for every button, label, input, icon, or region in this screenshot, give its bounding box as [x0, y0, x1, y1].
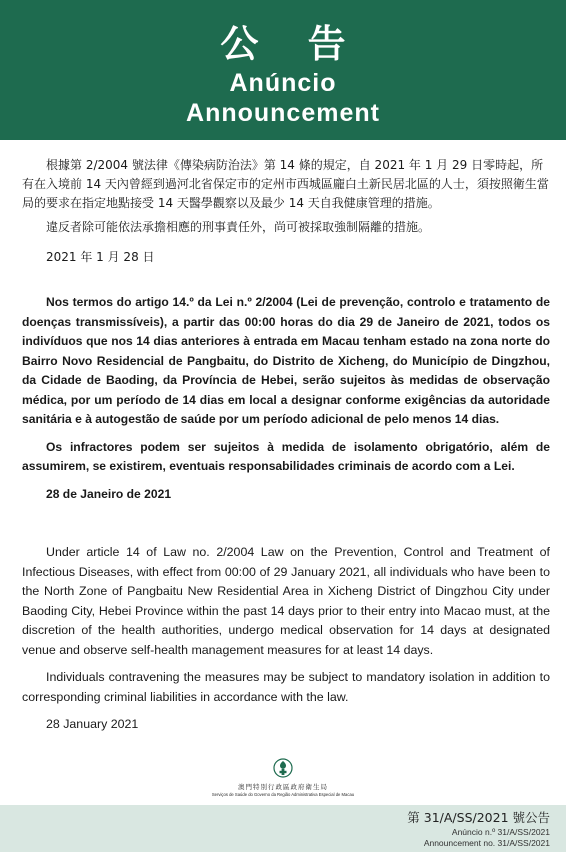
chinese-section [22, 156, 550, 267]
english-paragraph-2: Individuals contravening the measures may be subject to mandatory isolation in addition to corresponding criminal liabilities in accordance with the law. [22, 670, 550, 704]
health-bureau-name-portuguese: Serviços de Saúde do Governo da Região Administrativa Especial de Macau [211, 792, 355, 797]
reference-chinese: 第 31/A/SS/2021 號公告 [407, 810, 550, 825]
chinese-paragraph-2: 違反者除可能依法承擔相應的刑事責任外，尚可被採取強制隔離的措施。 [46, 220, 431, 234]
title-english: Announcement [186, 99, 380, 127]
portuguese-paragraph-1: Nos termos do artigo 14.º da Lei n.º 2/2004 (Lei de prevenção, controlo e tratamento de doenças transmissíveis), a partir das 00:00 horas do dia 29 de Janeiro de 2021, todos os indivíduos que nos 14 dias anteriores à entrada em Macau tenham estado na zona norte do Bairro Novo Residencial de Pangbaitu, do Distrito de Xicheng, do Município de Dingzhou, da Cidade de Baoding, da Província de Hebei, serão sujeitos às medidas de observação médica, por um período de 14 dias em local a designar conforme exigências da autoridade sanitária e à autogestão de saúde por um período adicional de pelo menos 14 dias. [22, 295, 550, 426]
chinese-date: 2021 年 1 月 28 日 [46, 250, 155, 264]
footer-band [0, 805, 566, 852]
title-chinese: 公 告 [220, 22, 364, 66]
health-bureau-emblem-icon [273, 758, 293, 778]
header-banner [0, 0, 566, 140]
portuguese-section [22, 293, 550, 504]
portuguese-paragraph-2: Os infractores podem ser sujeitos à medida de isolamento obrigatório, além de assumirem, se existirem, eventuais responsabilidades criminais de acordo com a Lei. [22, 439, 550, 473]
title-portuguese: Anúncio [229, 69, 337, 97]
chinese-paragraph-1: 根據第 2/2004 號法律《傳染病防治法》第 14 條的規定，自 2021 年 1 月 29 日零時起，所有在入境前 14 天內曾經到過河北省保定市的定州市西城區龐白土新民居北區的人士，須按照衛生當局的要求在指定地點接受 14 天醫學觀察以及最少 14 天自我健康管理的措施。 [22, 158, 549, 210]
english-paragraph-1: Under article 14 of Law no. 2/2004 Law on the Prevention, Control and Treatment of Infectious Diseases, with effect from 00:00 of 29 January 2021, all individuals who have been to the North Zone of Pangbaitu New Residential Area in Xicheng District of Dingzhou City under Baoding City, Hebei Province within the past 14 days prior to their entry into Macao must, at the discretion of the health authorities, undergo medical observation for 14 days at designated venue and observe self-health management measures for at least 14 days. [22, 545, 550, 657]
health-bureau-logo [0, 758, 566, 798]
english-section [22, 543, 550, 735]
english-date: 28 January 2021 [46, 717, 139, 731]
reference-english: Announcement no. 31/A/SS/2021 [423, 838, 550, 848]
portuguese-date: 28 de Janeiro de 2021 [46, 486, 172, 501]
reference-portuguese: Anúncio n.º 31/A/SS/2021 [451, 827, 550, 837]
health-bureau-name-chinese: 澳門特別行政區政府衛生局 [238, 783, 328, 791]
